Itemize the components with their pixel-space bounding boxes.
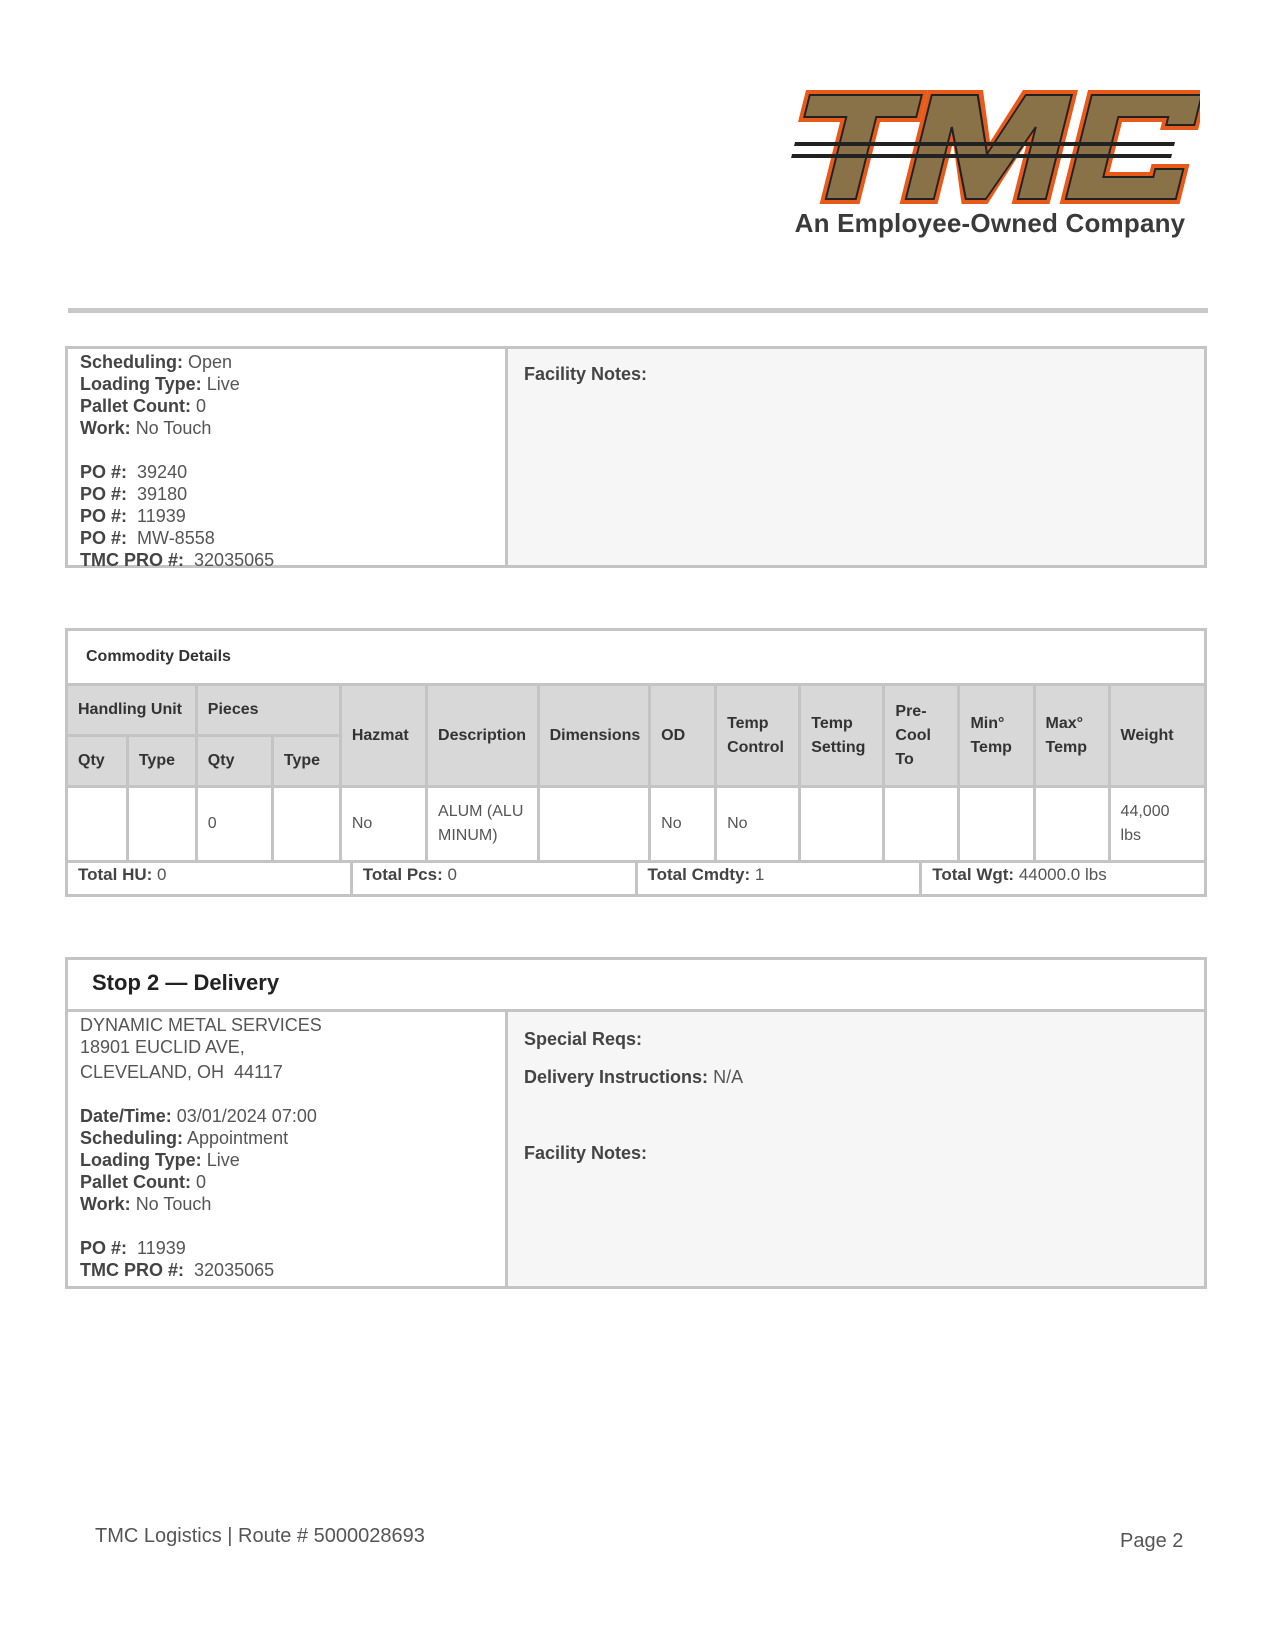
work-value: No Touch	[135, 418, 212, 438]
cell-dimensions	[538, 787, 650, 862]
pallet-count-label: Pallet Count:	[80, 396, 191, 416]
facility-notes-label: Facility Notes:	[524, 1143, 648, 1163]
cell-min-temp	[959, 787, 1034, 862]
cell-pcs-qty: 0	[196, 787, 272, 862]
total-hu	[68, 861, 353, 894]
po-value: 11939	[137, 1238, 186, 1258]
stop2-details	[68, 1012, 508, 1286]
header-hazmat: Hazmat	[340, 685, 426, 787]
company-logo	[780, 82, 1200, 257]
cell-hu-qty	[67, 787, 128, 862]
po-value: 39180	[137, 484, 188, 504]
header-dimensions: Dimensions	[538, 685, 650, 787]
total-pcs-value: 0	[447, 865, 457, 884]
po-value: MW-8558	[137, 528, 215, 548]
footer-route: TMC Logistics | Route # 5000028693	[95, 1525, 425, 1547]
po-label: PO #:	[80, 506, 128, 526]
po-label: PO #:	[80, 462, 128, 482]
delivery-instructions-value: N/A	[713, 1067, 744, 1087]
header-hu-type: Type	[127, 736, 196, 787]
po-value: 11939	[137, 506, 186, 526]
total-wgt-value: 44000.0 lbs	[1018, 865, 1107, 884]
tmc-logo-mark	[780, 82, 1200, 212]
table-row	[67, 787, 1206, 862]
scheduling-label: Scheduling:	[80, 1128, 183, 1148]
work-label: Work:	[80, 418, 131, 438]
commodity-totals	[65, 861, 1207, 897]
datetime-value: 03/01/2024 07:00	[176, 1106, 317, 1126]
pallet-count-label: Pallet Count:	[80, 1172, 191, 1192]
total-hu-label: Total HU:	[78, 865, 153, 884]
loading-type-value: Live	[206, 1150, 240, 1170]
header-pcs-qty: Qty	[196, 736, 272, 787]
stop2-company: DYNAMIC METAL SERVICES	[80, 1015, 322, 1035]
total-cmdty-value: 1	[754, 865, 765, 884]
pallet-count-value: 0	[196, 1172, 207, 1192]
po-label: PO #:	[80, 1238, 128, 1258]
header-divider	[68, 308, 1208, 313]
tmc-pro-value: 32035065	[194, 550, 275, 570]
po-label: PO #:	[80, 484, 128, 504]
loading-type-label: Loading Type:	[80, 1150, 202, 1170]
header-pcs-type: Type	[272, 736, 340, 787]
header-weight: Weight	[1109, 685, 1205, 787]
total-pcs-label: Total Pcs:	[362, 865, 443, 884]
work-value: No Touch	[135, 1194, 212, 1214]
total-wgt-label: Total Wgt:	[932, 865, 1015, 884]
scheduling-value: Appointment	[187, 1128, 289, 1148]
header-description: Description	[427, 685, 539, 787]
page-number: Page 2	[1120, 1530, 1184, 1552]
total-hu-value: 0	[157, 865, 167, 884]
special-reqs-label: Special Reqs:	[524, 1029, 643, 1049]
cell-hazmat: No	[340, 787, 426, 862]
logo-tagline: An Employee-Owned Company	[794, 208, 1186, 238]
header-min-temp: Min° Temp	[959, 685, 1034, 787]
scheduling-value: Open	[188, 352, 233, 372]
tmc-pro-label: TMC PRO #:	[80, 1260, 185, 1280]
stop1-info-box	[65, 346, 1207, 568]
cell-max-temp	[1034, 787, 1109, 862]
header-temp-setting: Temp Setting	[800, 685, 884, 787]
header-pieces: Pieces	[196, 685, 340, 736]
cell-description: ALUM (ALUMINUM)	[427, 787, 539, 862]
total-wgt	[922, 861, 1204, 894]
cell-temp-setting	[800, 787, 884, 862]
tmc-pro-value: 32035065	[194, 1260, 275, 1280]
total-cmdty-label: Total Cmdty:	[647, 865, 751, 884]
commodity-table	[65, 628, 1207, 863]
stop2-title: Stop 2 — Delivery	[68, 960, 1204, 1012]
commodity-title: Commodity Details	[67, 630, 1206, 685]
loading-type-value: Live	[206, 374, 240, 394]
pallet-count-value: 0	[196, 396, 207, 416]
header-hu-qty: Qty	[67, 736, 128, 787]
header-handling-unit: Handling Unit	[67, 685, 197, 736]
cell-pcs-type	[272, 787, 340, 862]
header-temp-control: Temp Control	[716, 685, 800, 787]
delivery-instructions-label: Delivery Instructions:	[524, 1067, 709, 1087]
total-pcs	[353, 861, 638, 894]
scheduling-label: Scheduling:	[80, 352, 183, 372]
stop1-details	[68, 349, 508, 570]
po-value: 39240	[137, 462, 188, 482]
stop2-box	[65, 957, 1207, 1289]
cell-temp-control: No	[716, 787, 800, 862]
tmc-pro-label: TMC PRO #:	[80, 550, 185, 570]
stop2-notes	[508, 1012, 1204, 1286]
cell-hu-type	[127, 787, 196, 862]
work-label: Work:	[80, 1194, 131, 1214]
header-pre-cool-to: Pre- Cool To	[884, 685, 959, 787]
total-cmdty	[638, 861, 923, 894]
facility-notes-label: Facility Notes:	[524, 364, 648, 384]
stop1-facility-notes	[508, 349, 1204, 565]
stop2-address-line1: 18901 EUCLID AVE,	[80, 1037, 245, 1057]
datetime-label: Date/Time:	[80, 1106, 172, 1126]
cell-pre-cool-to	[884, 787, 959, 862]
loading-type-label: Loading Type:	[80, 374, 202, 394]
header-max-temp: Max° Temp	[1034, 685, 1109, 787]
stop2-address-line2: CLEVELAND, OH 44117	[80, 1062, 283, 1082]
po-label: PO #:	[80, 528, 128, 548]
header-od: OD	[650, 685, 716, 787]
cell-weight: 44,000 lbs	[1109, 787, 1205, 862]
cell-od: No	[650, 787, 716, 862]
